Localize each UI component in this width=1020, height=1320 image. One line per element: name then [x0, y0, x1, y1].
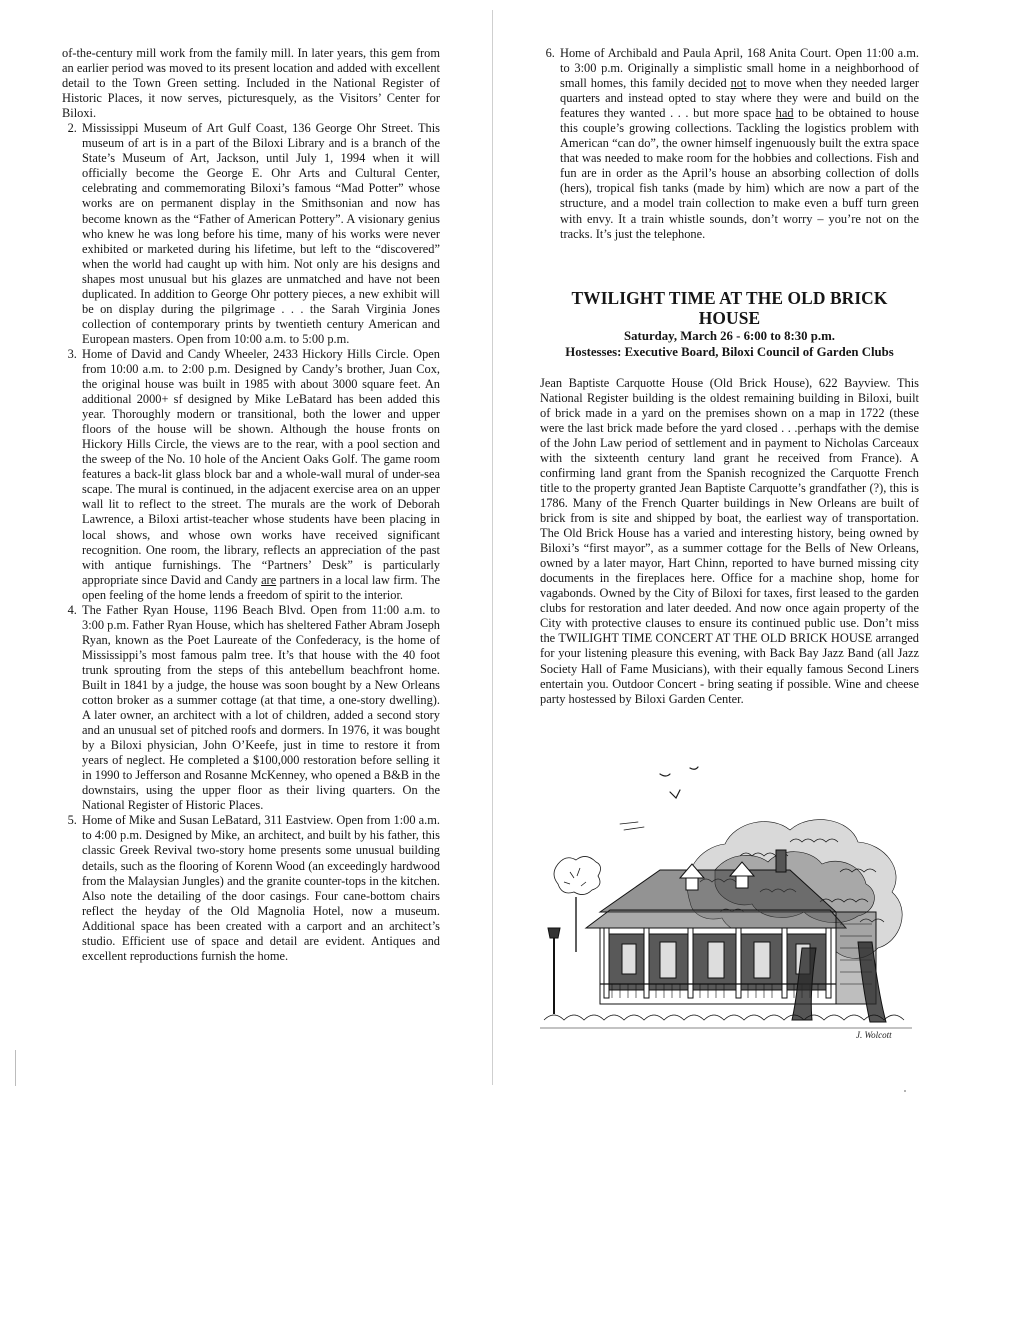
tour-homes-list [62, 121, 440, 964]
list-item-6 [558, 46, 919, 242]
list-item-5 [80, 813, 440, 963]
list-item-text: to move when they needed larger quarters and instead opted to stay where they were and build on the features they wanted . . . but more space [560, 76, 919, 121]
scan-edge-mark [15, 1050, 16, 1086]
list-item-text: Home of Mike and Susan LeBatard, 311 Eastview. Open from 1:00 a.m. to 4:00 p.m. Designed by Mike, an architect, and built by his father, this classic Greek Revival two-story home presents some unusual building details, such as the flooring of Korenn Wood (an exceedingly hardwood from the Malaysian Jungles) and the granite counter-tops in the kitchen. Also note the detailing of the door casings. Four cane-bottom chairs reflect the heyday of the Old Magnolia Hotel, now a museum. Additional space has been created with a carport and an architect’s studio. Efficient use of space and detail are evident. Antiques and excellent reproductions furnish the home. [82, 813, 440, 963]
list-item-3 [80, 347, 440, 603]
lamp-post [548, 928, 560, 1014]
right-column [540, 46, 919, 707]
article-body: Jean Baptiste Carquotte House (Old Brick House), 622 Bayview. This National Register building is the oldest remaining building in Biloxi, built of brick made in a yard on the premises shown on a map in 1722 (these were the last brick made before the yard closed . . .perhaps with the demise of the John Law period of settlement and in payment to Nicholas Carceaux with the sixteenth century land grant he received from France). A confirming land grant from the Spanish recognized the Carquotte French title to the property granted Jean Baptiste Carquotte’s grandfather (?), this is 1786. Many of the French Quarter buildings in New Orleans are built of brick from is site and shipped by boat, the earliest way of transportation. The Old Brick House has a varied and interesting history, being owned by Biloxi’s “first mayor”, as a summer cottage for the Bells of New Orleans, owned by a later mayor, Hart Chinn, reported to have burned missing city documents in the fireplaces here. Office for a machine shop, home for vagabonds. Owned by the City of Biloxi for taxes, first leased to the garden clubs for restoration and later deeded. And now once again property of the City with protective clauses to ensure its continued public use. Don’t miss the TWILIGHT TIME CONCERT AT THE OLD BRICK HOUSE arranged for your listening pleasure this evening, with Back Bay Jazz Band (all Jazz Society Hall of Fame Musicians), with their equally famous Second Liners entertain you. Outdoor Concert - bring seating if possible. Wine and cheese party hostessed by Biloxi Garden Center. [540, 375, 919, 706]
underlined-word: had [775, 106, 794, 121]
bird-mark [670, 790, 680, 798]
event-date: Saturday, March 26 - 6:00 to 8:30 p.m. [624, 328, 835, 343]
list-item-text: partners in a local law firm. The open feeling of the home lends a freedom of spirit to the interior. [82, 572, 440, 602]
underlined-word: are [261, 572, 277, 587]
underlined-word: not [730, 76, 747, 91]
event-hostesses: Hostesses: Executive Board, Biloxi Council of Garden Clubs [565, 344, 894, 359]
ground-shrubs [540, 1015, 912, 1028]
page-fold-line [492, 10, 493, 1085]
list-item-text: to be obtained to house this couple’s growing collections. Tackling the logistics problem with American “can do”, the owner himself ingenuously built the extra space that was needed to make room for the hobbies and collections. Fish and fun are in order as the April’s house an absorbing collection of dolls (hers), tropical fish tanks (made by him) which are now a part of the structure, and a model train collection to make even a buff turn green with envy. It a train whistle sounds, don’t worry – you’re not on the tracks. It’s just the telephone. [560, 106, 919, 241]
house-sketch-image [540, 752, 918, 1044]
list-item-4 [80, 603, 440, 814]
article-title: TWILIGHT TIME AT THE OLD BRICK HOUSE [571, 287, 888, 328]
continued-paragraph: of-the-century mill work from the family mill. In later years, this gem from an earlier period was moved to its present location and added with excellent detail to the Town Green setting. Included in the National Register of Historic Places, it now serves, picturesquely, as the Visitors’ Center for Biloxi. [62, 46, 440, 121]
scan-speck [904, 1090, 906, 1092]
left-tree [554, 856, 601, 952]
artist-signature: J. Wolcott [856, 1030, 892, 1040]
list-item-2 [80, 121, 440, 347]
list-item-text: The Father Ryan House, 1196 Beach Blvd. Open from 11:00 a.m. to 3:00 p.m. Father Ryan House, which has sheltered Father Abram Joseph Ryan, known as the Poet Laureate of the Confederacy, is the home of Mississippi’s most famous palm tree. It’s that house with the 40 foot trunk sprouting from the steps of this antebellum beachfront home. Built in 1841 by a judge, the house was soon bought by a New Orleans cotton broker as a summer cottage (at that time, a one-story dwelling). A later owner, an architect with a lot of children, added a second story and an unusual set of pitched roofs and dormers. In 1976, it was bought by a Biloxi physician, John O’Keefe, just in time to restore it from years of neglect. He completed a $100,000 restoration before selling it in 1990 to Jefferson and Rosanne McKenney, who opened a B&B in the downstairs, using the upper floor as their living quarters. On the National Register of Historic Places. [82, 602, 440, 813]
list-item-text: Mississippi Museum of Art Gulf Coast, 136 George Ohr Street. This museum of art is in a part of the Biloxi Library and is a branch of the State’s Museum of Art, Jackson, until July 1, 1994 when it will officially become the George E. Ohr Arts and Cultural Center, celebrating and commemorating Biloxi’s famous “Mad Potter” whose works are on permanent display in the Smithsonian and now has become known as the “Father of American Pottery”. A visionary genius who knew he was long before his time, many of his works were never exhibited or marketed during his lifetime, but left to the “discovered” when the world had caught up with him. Not only are his designs and shapes most unusual but his glazes are unmatched and have not been duplicated. In addition to George Ohr pottery pieces, a new exhibit will be on display during the pilgrimage . . . the Sarah Virginia Jones collection of contemporary prints by twentieth century American and European masters. Open from 10:00 a.m. to 5:00 p.m. [82, 121, 440, 346]
bird-mark [690, 767, 698, 769]
left-column [62, 46, 440, 964]
bird-mark [660, 774, 670, 776]
list-item-text: Home of David and Candy Wheeler, 2433 Hickory Hills Circle. Open from 10:00 a.m. to 2:00 p.m. Designed by Candy’s brother, Juan Cox, the original house was built in 1985 with about 3000 square feet. An additional 2000+ sf designed by Mike LeBatard has been added this year. Thoroughly modern or transitional, both the lower and upper floors of the house will be shown. Although the house fronts on Hickory Hills Circle, the views are to the rear, with a pool section and the sweep of the No. 10 hole of the Ancient Oaks Golf. The game room features a back-lit glass block bar and a whole-wall mural of under-sea scape. The mural is continued, in the adjacent exercise area on an upper wall lit to reflect to the street. The murals are the work of Deborah Lawrence, a Biloxi artist-teacher whose students have been placing in local shows, and whose own works have received significant recognition. One room, the library, reflects an appreciation of the past with antique furnishings. The “Partners’ Desk” is particularly appropriate since David and Candy [82, 346, 440, 587]
tour-homes-list-continued [540, 46, 919, 242]
old-brick-house-illustration [540, 752, 918, 1044]
list-item-text: Home of Archibald and Paula April, 168 Anita Court. Open 11:00 a.m. to 3:00 p.m. Originally a simplistic small home in a neighborhood of small homes, this family decided [560, 46, 919, 91]
